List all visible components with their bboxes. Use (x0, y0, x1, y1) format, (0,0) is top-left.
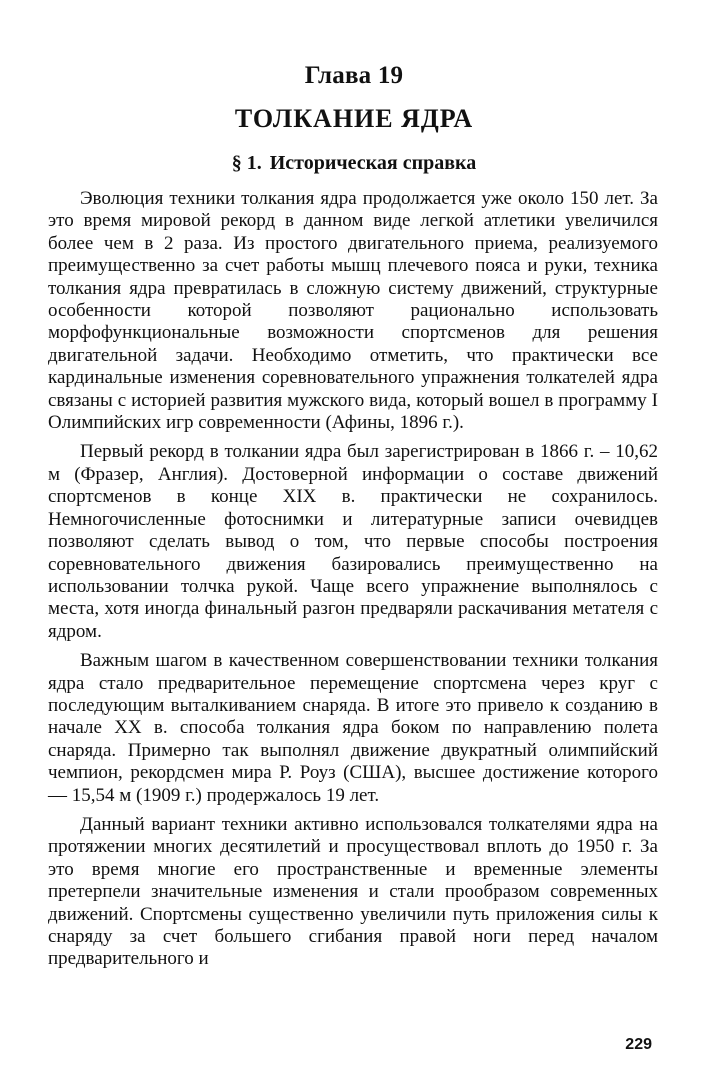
page-number: 229 (625, 1036, 652, 1053)
paragraph: Эволюция техники толкания ядра продолжается уже около 150 лет. За это время мировой рекорд в данном виде легкой атлетики увеличился более чем в 2 раза. Из простого двигательного приема, реализуемого преимущественно за счет работы мышц плечевого пояса и руки, техника толкания ядра превратилась в сложную систему движений, структурные особенности которой позволяют рационально использовать морфофункциональные возможности спортсменов для решения двигательной задачи. Необходимо отметить, что практически все кардинальные изменения соревновательного упражнения толкателей ядра связаны с историей развития мужского вида, который вошел в программу I Олимпийских игр современности (Афины, 1896 г.). (48, 188, 658, 434)
paragraph: Важным шагом в качественном совершенствовании техники толкания ядра стало предварительное перемещение спортсмена через круг с последующим выталкиванием снаряда. В итоге это привело к созданию в начале XX в. способа толкания ядра боком по направлению полета снаряда. Примерно так выполнял движение двукратный олимпийский чемпион, рекордсмен мира Р. Роуз (США), высшее достижение которого — 15,54 м (1909 г.) продержалось 19 лет. (48, 650, 658, 806)
section-heading (0, 152, 708, 175)
paragraph: Данный вариант техники активно использовался толкателями ядра на протяжении многих десятилетий и просуществовал вплоть до 1950 г. За это время многие его пространственные и временные элементы претерпели значительные изменения и стали прообразом современных движений. Спортсмены существенно увеличили путь приложения силы к снаряду за счет большего сгибания правой ноги перед началом предварительного и (48, 813, 658, 970)
section-title: Историческая справка (269, 152, 477, 174)
section-number: § 1. (231, 152, 262, 174)
paragraph: Первый рекорд в толкании ядра был зарегистрирован в 1866 г. – 10,62 м (Фразер, Англия). Достоверной информации о составе движений спортсменов в конце XIX в. практически не сохранилось. Немногочисленные фотоснимки и литературные записи очевидцев позволяют сделать вывод о том, что первые способы построения соревновательного движения базировались преимущественно на использовании толчка рукой. Чаще всего упражнение выполнялось с места, хотя иногда финальный разгон предваряли раскачивания метателя с ядром. (48, 441, 658, 642)
body-text (48, 188, 658, 978)
chapter-title: ТОЛКАНИЕ ЯДРА (234, 104, 474, 133)
chapter-heading: Глава 19 (304, 62, 404, 89)
